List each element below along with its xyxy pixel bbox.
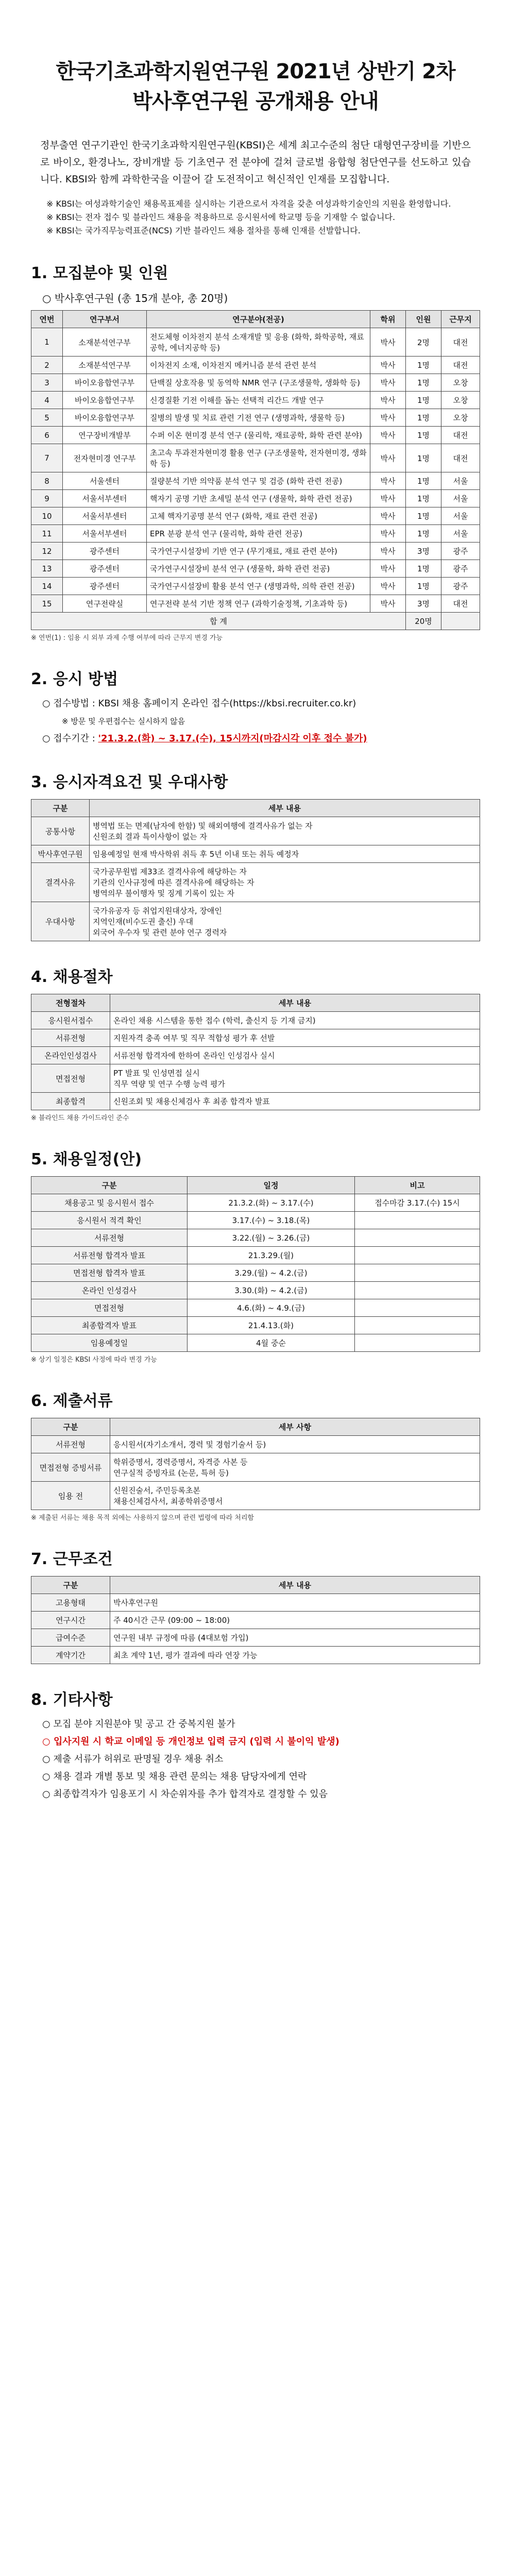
recruitment-row-cell: 4: [31, 392, 63, 409]
recruitment-row-cell: 박사: [370, 472, 406, 490]
col-header: 세부 내용: [110, 1577, 480, 1594]
recruitment-row-cell: 이차전지 소재, 이차전지 메커니즘 분석 관련 분석: [147, 357, 370, 374]
schedule-row-cell: 3.17.(수) ~ 3.18.(목): [188, 1212, 355, 1229]
total-empty: [441, 613, 480, 630]
recruitment-row: [31, 543, 480, 560]
recruitment-row-cell: 광주: [441, 560, 480, 578]
recruitment-footnote: ※ 연번(1) : 임용 시 외부 과제 수행 여부에 따라 근무지 변경 가능: [31, 634, 223, 642]
table-total-row: [31, 613, 480, 630]
recruitment-row: [31, 560, 480, 578]
recruitment-row-cell: 8: [31, 472, 63, 490]
col-header: 연구분야(전공): [147, 311, 370, 328]
apply-period-value: '21.3.2.(화) ~ 3.17.(수), 15시까지(마감시각 이후 접수 불가): [98, 733, 367, 744]
notes: [46, 197, 465, 238]
schedule-row-cell: 3.22.(월) ~ 3.26.(금): [188, 1229, 355, 1247]
recruitment-row-cell: 대전: [441, 357, 480, 374]
schedule-row: [31, 1299, 480, 1317]
schedule-row-cell: 채용공고 및 응시원서 접수: [31, 1194, 188, 1212]
table-header-row: [31, 311, 480, 328]
col-header: 일정: [188, 1177, 355, 1194]
qualification-row-cell: 국가공무원법 제33조 결격사유에 해당하는 자 기관의 인사규정에 따른 결격사유에 해당하는 자 병역의무 불이행자 및 징계 기록이 있는 자: [90, 863, 480, 902]
recruitment-row-cell: 소재분석연구부: [63, 357, 147, 374]
process-row-cell: 신원조회 및 채용신체검사 후 최종 합격자 발표: [110, 1093, 480, 1110]
schedule-row-cell: 서류전형: [31, 1229, 188, 1247]
recruitment-row-cell: 15: [31, 595, 63, 613]
schedule-row-cell: 접수마감 3.17.(수) 15시: [355, 1194, 480, 1212]
schedule-row: [31, 1212, 480, 1229]
page-title-line1: 한국기초과학지원연구원 2021년 상반기 2차: [56, 60, 455, 83]
title-block: [0, 0, 511, 116]
section-qualification: [31, 769, 480, 941]
process-note: ※ 블라인드 채용 가이드라인 준수: [31, 1114, 129, 1122]
qualification-row: [31, 863, 480, 902]
apply-period-line: [42, 731, 480, 747]
col-header: 구분: [31, 800, 90, 817]
process-row: [31, 1029, 480, 1047]
schedule-row: [31, 1282, 480, 1299]
col-header: 인원: [406, 311, 441, 328]
section-process: [31, 964, 480, 1124]
recruitment-row-cell: 13: [31, 560, 63, 578]
conditions-row: [31, 1629, 480, 1647]
recruitment-row-cell: 1명: [406, 578, 441, 595]
apply-period-label: ○ 접수기간 :: [42, 733, 98, 744]
process-row: [31, 1012, 480, 1029]
recruitment-row-cell: 오창: [441, 374, 480, 392]
recruitment-row-cell: 1명: [406, 427, 441, 444]
recruitment-row-cell: 박사: [370, 578, 406, 595]
schedule-row: [31, 1229, 480, 1247]
col-header: 구분: [31, 1418, 110, 1436]
recruitment-row: [31, 525, 480, 543]
documents-row: [31, 1453, 480, 1482]
qualification-row: [31, 845, 480, 863]
recruitment-row: [31, 444, 480, 472]
col-header: 전형절차: [31, 994, 110, 1012]
recruitment-row-cell: 전도체형 이차전지 분석 소재개발 및 응용 (화학, 화학공학, 재료공학, 에너지공학 등): [147, 328, 370, 357]
recruitment-row-cell: 1명: [406, 507, 441, 525]
intro-paragraph: 정부출연 연구기관인 한국기초과학지원연구원(KBSI)은 세계 최고수준의 첨단 대형연구장비를 기반으로 바이오, 환경나노, 장비개발 등 기초연구 전 분야에 걸쳐 글로벌 융합형 첨단연구를 선도하고 있습니다. KBSI와 함께 과학한국을 이끌어 갈 도전적이고 혁신적인 인재를 모집합니다.: [40, 140, 471, 185]
recruitment-row-cell: 질량분석 기반 의약품 분석 연구 및 검증 (화학 관련 전공): [147, 472, 370, 490]
recruitment-row-cell: 대전: [441, 427, 480, 444]
schedule-row: [31, 1317, 480, 1334]
recruitment-row-cell: 국가연구시설장비 기반 연구 (무기재료, 재료 관련 분야): [147, 543, 370, 560]
conditions-row-cell: 고용형태: [31, 1594, 110, 1612]
col-header: 세부 내용: [90, 800, 480, 817]
conditions-row-cell: 박사후연구원: [110, 1594, 480, 1612]
recruitment-row-cell: 1명: [406, 374, 441, 392]
qualification-row-cell: 병역법 또는 면제(남자에 한함) 및 해외여행에 결격사유가 없는 자 신원조회 결과 특이사항이 없는 자: [90, 817, 480, 845]
schedule-row-cell: 21.3.29.(월): [188, 1247, 355, 1264]
recruitment-row-cell: 1명: [406, 472, 441, 490]
total-value: 20명: [406, 613, 441, 630]
schedule-footnote: ※ 상기 일정은 KBSI 사정에 따라 변경 가능: [31, 1356, 157, 1364]
section-heading: 3. 응시자격요건 및 우대사항: [31, 773, 228, 791]
col-header: 근무지: [441, 311, 480, 328]
recruitment-row-cell: 바이오융합연구부: [63, 392, 147, 409]
recruitment-row-cell: 서울: [441, 525, 480, 543]
table-header-row: [31, 800, 480, 817]
schedule-row-cell: 응시원서 적격 확인: [31, 1212, 188, 1229]
recruitment-row-cell: 바이오융합연구부: [63, 409, 147, 427]
section-schedule: [31, 1146, 480, 1365]
recruitment-row: [31, 472, 480, 490]
recruitment-row-cell: 연구장비개발부: [63, 427, 147, 444]
recruitment-row-cell: 서울: [441, 507, 480, 525]
recruitment-row-cell: 박사: [370, 595, 406, 613]
process-row-cell: 응시원서접수: [31, 1012, 110, 1029]
schedule-table-body: [31, 1194, 480, 1352]
other-item: ○ 모집 분야 지원분야 및 공고 간 중복지원 불가: [42, 1719, 235, 1730]
section-recruitment: [31, 260, 480, 643]
recruitment-row: [31, 595, 480, 613]
schedule-row-cell: 4.6.(화) ~ 4.9.(금): [188, 1299, 355, 1317]
recruitment-row-cell: 서울서부센터: [63, 490, 147, 507]
schedule-row-cell: [355, 1334, 480, 1352]
recruitment-row-cell: 바이오융합연구부: [63, 374, 147, 392]
conditions-row: [31, 1612, 480, 1629]
conditions-row-cell: 급여수준: [31, 1629, 110, 1647]
recruitment-row-cell: 광주센터: [63, 578, 147, 595]
recruitment-row-cell: 소재분석연구부: [63, 328, 147, 357]
recruitment-row: [31, 427, 480, 444]
process-row-cell: 지원자격 충족 여부 및 직무 적합성 평가 후 선발: [110, 1029, 480, 1047]
total-label: 합 계: [31, 613, 406, 630]
col-header: 구분: [31, 1177, 188, 1194]
documents-table: [31, 1418, 480, 1510]
col-header: 구분: [31, 1577, 110, 1594]
col-header: 학위: [370, 311, 406, 328]
qualification-row-cell: 박사후연구원: [31, 845, 90, 863]
process-row-cell: 서류전형: [31, 1029, 110, 1047]
col-header: 연번: [31, 311, 63, 328]
documents-row-cell: 서류전형: [31, 1436, 110, 1453]
schedule-row-cell: 21.4.13.(화): [188, 1317, 355, 1334]
recruitment-row-cell: 대전: [441, 328, 480, 357]
qualification-row-cell: 공통사항: [31, 817, 90, 845]
recruitment-row-cell: 오창: [441, 409, 480, 427]
section-documents: [31, 1388, 480, 1523]
recruitment-row: [31, 578, 480, 595]
documents-row-cell: 학위증명서, 경력증명서, 자격증 사본 등 연구실적 증빙자료 (논문, 특허 등): [110, 1453, 480, 1482]
recruitment-row-cell: 박사: [370, 328, 406, 357]
recruitment-row-cell: 박사: [370, 507, 406, 525]
recruitment-row-cell: 단백질 상호작용 및 동역학 NMR 연구 (구조생물학, 생화학 등): [147, 374, 370, 392]
recruitment-row-cell: 연구전략 분석 기반 정책 연구 (과학기술정책, 기초과학 등): [147, 595, 370, 613]
note-item: ※ KBSI는 전자 접수 및 블라인드 채용을 적용하므로 응시원서에 학교명 등을 기재할 수 없습니다.: [46, 212, 396, 222]
recruitment-row-cell: 10: [31, 507, 63, 525]
recruitment-row-cell: 9: [31, 490, 63, 507]
recruitment-row-cell: 질병의 발생 및 치료 관련 기전 연구 (생명과학, 생물학 등): [147, 409, 370, 427]
recruitment-row-cell: 5: [31, 409, 63, 427]
col-header: 연구부서: [63, 311, 147, 328]
recruitment-row-cell: 연구전략실: [63, 595, 147, 613]
qualification-table-body: [31, 817, 480, 941]
schedule-row: [31, 1247, 480, 1264]
schedule-row-cell: 면접전형: [31, 1299, 188, 1317]
recruitment-row-cell: 광주: [441, 543, 480, 560]
conditions-row-cell: 주 40시간 근무 (09:00 ~ 18:00): [110, 1612, 480, 1629]
process-row-cell: 온라인 채용 시스템을 통한 접수 (학력, 출신지 등 기재 금지): [110, 1012, 480, 1029]
documents-row: [31, 1436, 480, 1453]
schedule-row-cell: 임용예정일: [31, 1334, 188, 1352]
section-heading: 4. 채용절차: [31, 968, 113, 986]
qualification-row-cell: 결격사유: [31, 863, 90, 902]
section-heading: 2. 응시 방법: [31, 670, 118, 688]
schedule-table: [31, 1176, 480, 1352]
recruitment-row-cell: 박사: [370, 444, 406, 472]
schedule-row-cell: 3.30.(화) ~ 4.2.(금): [188, 1282, 355, 1299]
recruitment-row-cell: 3명: [406, 595, 441, 613]
recruitment-row-cell: 6: [31, 427, 63, 444]
documents-row-cell: 면접전형 증빙서류: [31, 1453, 110, 1482]
documents-table-body: [31, 1436, 480, 1510]
process-row: [31, 1064, 480, 1093]
documents-row: [31, 1482, 480, 1510]
recruitment-row-cell: 1명: [406, 392, 441, 409]
page-title-line2: 박사후연구원 공개채용 안내: [132, 90, 379, 113]
schedule-row-cell: [355, 1247, 480, 1264]
recruitment-row-cell: 1명: [406, 525, 441, 543]
section-sub: ○ 박사후연구원 (총 15개 분야, 총 20명): [42, 292, 228, 304]
recruitment-row-cell: 고체 핵자기공명 분석 연구 (화학, 재료 관련 전공): [147, 507, 370, 525]
conditions-row-cell: 계약기간: [31, 1647, 110, 1664]
schedule-row-cell: [355, 1299, 480, 1317]
recruitment-row-cell: 14: [31, 578, 63, 595]
recruitment-row-cell: 서울센터: [63, 472, 147, 490]
recruitment-row-cell: 박사: [370, 392, 406, 409]
table-header-row: [31, 1577, 480, 1594]
recruitment-row-cell: 오창: [441, 392, 480, 409]
section-conditions: [31, 1546, 480, 1664]
process-table: [31, 994, 480, 1110]
section-heading: 1. 모집분야 및 인원: [31, 264, 168, 282]
recruitment-row-cell: 서울서부센터: [63, 525, 147, 543]
qualification-row-cell: 우대사항: [31, 902, 90, 941]
recruitment-row: [31, 490, 480, 507]
recruitment-row: [31, 374, 480, 392]
table-header-row: [31, 994, 480, 1012]
recruitment-row-cell: 1: [31, 328, 63, 357]
recruitment-row-cell: 1명: [406, 409, 441, 427]
schedule-row: [31, 1334, 480, 1352]
recruitment-row-cell: 1명: [406, 444, 441, 472]
schedule-row-cell: 4월 중순: [188, 1334, 355, 1352]
note-item: ※ KBSI는 여성과학기술인 채용목표제를 실시하는 기관으로서 자격을 갖춘 여성과학기술인의 지원을 환영합니다.: [46, 199, 451, 209]
recruitment-row-cell: 1명: [406, 357, 441, 374]
other-item: ○ 제출 서류가 허위로 판명될 경우 채용 취소: [42, 1754, 224, 1765]
recruitment-row: [31, 409, 480, 427]
process-row-cell: 온라인인성검사: [31, 1047, 110, 1064]
recruitment-row-cell: 2: [31, 357, 63, 374]
schedule-row-cell: [355, 1264, 480, 1282]
process-row-cell: PT 발표 및 인성면접 실시 직무 역량 및 연구 수행 능력 평가: [110, 1064, 480, 1093]
process-table-body: [31, 1012, 480, 1110]
recruitment-row: [31, 392, 480, 409]
recruitment-row-cell: 서울서부센터: [63, 507, 147, 525]
recruitment-row-cell: 서울: [441, 472, 480, 490]
recruitment-row-cell: 12: [31, 543, 63, 560]
recruitment-row-cell: 박사: [370, 490, 406, 507]
conditions-table-body: [31, 1594, 480, 1664]
section-heading: 7. 근무조건: [31, 1550, 113, 1568]
recruitment-row-cell: 국가연구시설장비 활용 분석 연구 (생명과학, 의학 관련 전공): [147, 578, 370, 595]
section-apply-method: [31, 666, 480, 747]
schedule-row-cell: 면접전형 합격자 발표: [31, 1264, 188, 1282]
other-item: ○ 최종합격자가 임용포기 시 차순위자를 추가 합격자로 결정할 수 있음: [42, 1789, 328, 1800]
col-header: 세부 내용: [110, 994, 480, 1012]
recruitment-row-cell: 박사: [370, 427, 406, 444]
schedule-row-cell: [355, 1229, 480, 1247]
recruitment-row-cell: 3: [31, 374, 63, 392]
recruitment-row-cell: 박사: [370, 560, 406, 578]
qualification-row-cell: 국가유공자 등 취업지원대상자, 장애인 지역인재(비수도권 출신) 우대 외국어 우수자 및 관련 분야 연구 경력자: [90, 902, 480, 941]
recruitment-row-cell: 박사: [370, 543, 406, 560]
schedule-row-cell: 서류전형 합격자 발표: [31, 1247, 188, 1264]
recruitment-row-cell: 1명: [406, 560, 441, 578]
qualification-row-cell: 임용예정일 현재 박사학위 취득 후 5년 이내 또는 취득 예정자: [90, 845, 480, 863]
recruitment-table: [31, 310, 480, 630]
recruitment-row: [31, 507, 480, 525]
recruitment-row-cell: 박사: [370, 357, 406, 374]
apply-method-line: ○ 접수방법 : KBSI 채용 홈페이지 온라인 접수(https://kbsi.recruiter.co.kr): [42, 698, 356, 709]
process-row-cell: 면접전형: [31, 1064, 110, 1093]
recruitment-row-cell: 광주센터: [63, 560, 147, 578]
recruitment-row-cell: 1명: [406, 490, 441, 507]
schedule-row-cell: [355, 1282, 480, 1299]
conditions-row-cell: 최초 계약 1년, 평가 결과에 따라 연장 가능: [110, 1647, 480, 1664]
schedule-row-cell: 21.3.2.(화) ~ 3.17.(수): [188, 1194, 355, 1212]
recruitment-table-body: [31, 328, 480, 613]
schedule-row-cell: [355, 1212, 480, 1229]
recruitment-row-cell: 국가연구시설장비 분석 연구 (생물학, 화학 관련 전공): [147, 560, 370, 578]
other-item: ○ 채용 결과 개별 통보 및 채용 관련 문의는 채용 담당자에게 연락: [42, 1771, 307, 1782]
recruitment-row-cell: 박사: [370, 525, 406, 543]
section-other: [31, 1687, 480, 1802]
schedule-row: [31, 1264, 480, 1282]
recruitment-row-cell: 11: [31, 525, 63, 543]
qualification-row: [31, 817, 480, 845]
section-heading: 5. 채용일정(안): [31, 1150, 142, 1168]
documents-footnote: ※ 제출된 서류는 채용 목적 외에는 사용하지 않으며 관련 법령에 따라 처리함: [31, 1514, 254, 1522]
recruitment-row-cell: 광주센터: [63, 543, 147, 560]
col-header: 세부 사항: [110, 1418, 480, 1436]
schedule-row: [31, 1194, 480, 1212]
documents-row-cell: 신원진술서, 주민등록초본 채용신체검사서, 최종학위증명서: [110, 1482, 480, 1510]
qualification-row: [31, 902, 480, 941]
recruitment-row-cell: 2명: [406, 328, 441, 357]
note-item: ※ KBSI는 국가직무능력표준(NCS) 기반 블라인드 채용 절차를 통해 인재를 선발합니다.: [46, 226, 361, 235]
section-heading: 6. 제출서류: [31, 1392, 113, 1410]
table-header-row: [31, 1177, 480, 1194]
recruitment-row-cell: 7: [31, 444, 63, 472]
conditions-row: [31, 1647, 480, 1664]
conditions-row: [31, 1594, 480, 1612]
conditions-table: [31, 1576, 480, 1664]
process-row-cell: 서류전형 합격자에 한하여 온라인 인성검사 실시: [110, 1047, 480, 1064]
col-header: 비고: [355, 1177, 480, 1194]
recruitment-row-cell: 서울: [441, 490, 480, 507]
recruitment-row-cell: 신경질환 기전 이해를 돕는 선택적 리간드 개발 연구: [147, 392, 370, 409]
recruitment-row: [31, 328, 480, 357]
recruitment-row-cell: 광주: [441, 578, 480, 595]
recruitment-row-cell: 전자현미경 연구부: [63, 444, 147, 472]
process-row: [31, 1047, 480, 1064]
apply-method-note: ※ 방문 및 우편접수는 실시하지 않음: [62, 717, 185, 726]
schedule-row-cell: [355, 1317, 480, 1334]
other-item: ○ 입사지원 시 학교 이메일 등 개인정보 입력 금지 (입력 시 불이익 발생): [42, 1736, 339, 1747]
table-header-row: [31, 1418, 480, 1436]
schedule-row-cell: 3.29.(월) ~ 4.2.(금): [188, 1264, 355, 1282]
recruitment-row-cell: 박사: [370, 374, 406, 392]
recruitment-row-cell: 대전: [441, 444, 480, 472]
recruitment-row-cell: 3명: [406, 543, 441, 560]
recruitment-row-cell: EPR 분광 분석 연구 (물리학, 화학 관련 전공): [147, 525, 370, 543]
recruitment-row-cell: 핵자기 공명 기반 초세밀 분석 연구 (생물학, 화학 관련 전공): [147, 490, 370, 507]
section-heading: 8. 기타사항: [31, 1691, 113, 1709]
schedule-row-cell: 최종합격자 발표: [31, 1317, 188, 1334]
recruitment-row-cell: 박사: [370, 409, 406, 427]
documents-row-cell: 응시원서(자기소개서, 경력 및 경험기술서 등): [110, 1436, 480, 1453]
conditions-row-cell: 연구원 내부 규정에 따름 (4대보험 가입): [110, 1629, 480, 1647]
process-row: [31, 1093, 480, 1110]
recruitment-row-cell: 수퍼 이온 현미경 분석 연구 (물리학, 재료공학, 화학 관련 분야): [147, 427, 370, 444]
schedule-row-cell: 온라인 인성검사: [31, 1282, 188, 1299]
recruitment-row: [31, 357, 480, 374]
recruitment-row-cell: 대전: [441, 595, 480, 613]
recruitment-row-cell: 초고속 투과전자현미경 활용 연구 (구조생물학, 전자현미경, 생화학 등): [147, 444, 370, 472]
qualification-table: [31, 799, 480, 941]
conditions-row-cell: 연구시간: [31, 1612, 110, 1629]
process-row-cell: 최종합격: [31, 1093, 110, 1110]
documents-row-cell: 임용 전: [31, 1482, 110, 1510]
